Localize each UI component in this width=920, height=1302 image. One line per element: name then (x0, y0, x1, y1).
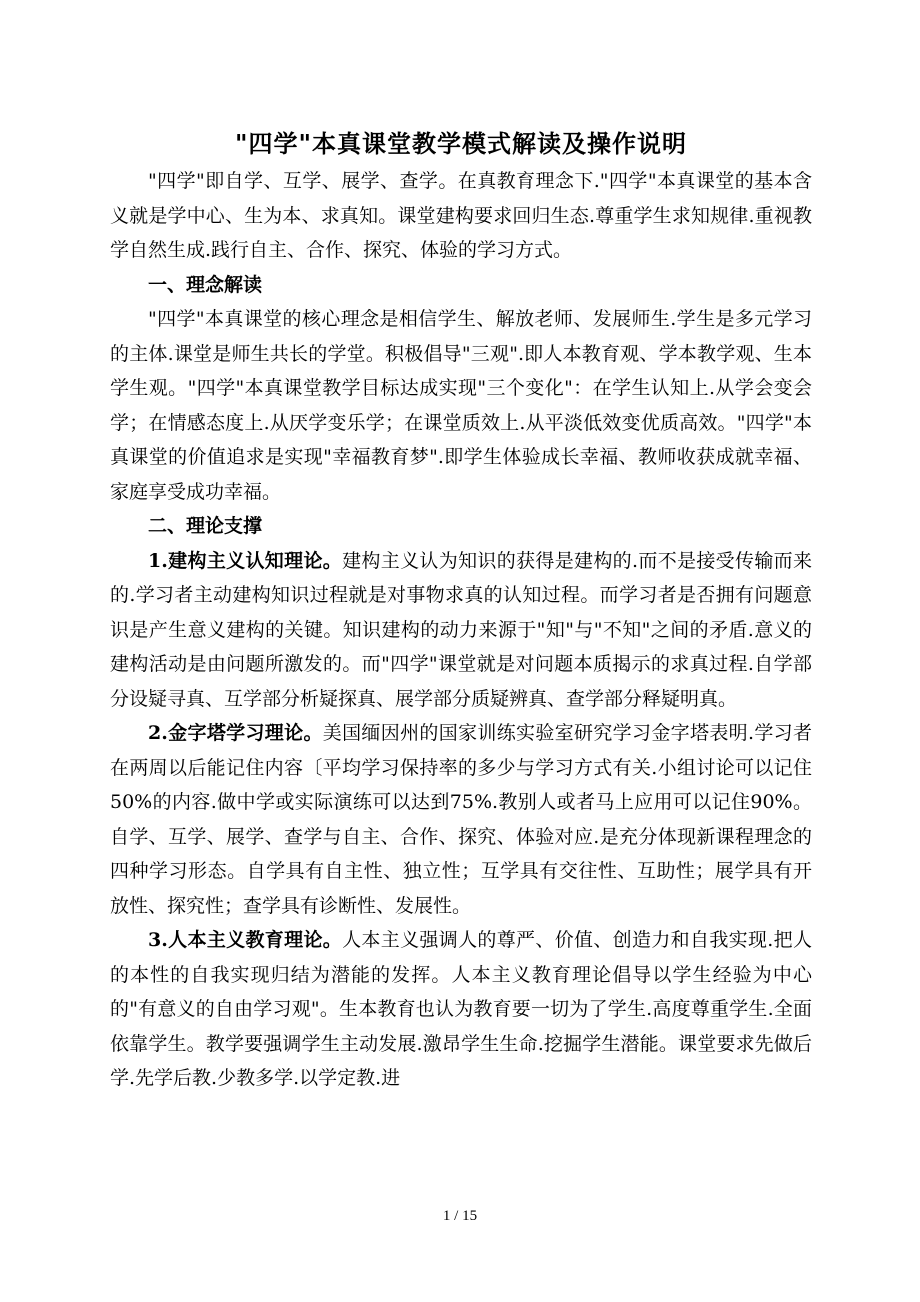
document-body (110, 124, 812, 1096)
page-title: "四学"本真课堂教学模式解读及操作说明 (234, 129, 687, 158)
theory-body-pyramid: 美国缅因州的国家训练实验室研究学习金字塔表明.学习者在两周以后能记住内容〔平均学习保持率的多少与学习方式有关.小组讨论可以记住50%的内容.做中学或实际演练可以达到75%.教别人或者马上应用可以记住90%。自学、互学、展学、查学与自主、合作、探究、体验对应.是充分体现新课程理念的四种学习形态。自学具有自主性、独立性；互学具有交往性、互助性；展学具有开放性、探究性；查学具有诊断性、发展性。 (110, 722, 812, 917)
theory-body-humanism: 人本主义强调人的尊严、价值、创造力和自我实现.把人的本性的自我实现归结为潜能的发挥。人本主义教育理论倡导以学生经验为中心的"有意义的自由学习观"。生本教育也认为教育要一切为了学生.高度尊重学生.全面依靠学生。教学要强调学生主动发展.激昂学生生命.挖掘学生潜能。课堂要求先做后学.先学后教.少教多学.以学定教.进 (110, 929, 812, 1089)
section-heading-theory: 二、理论支撑 (148, 515, 263, 537)
theory-paragraph-pyramid (110, 716, 812, 923)
theory-lead-pyramid: 2.金字塔学习理论。 (148, 722, 323, 744)
theory-body-constructivism: 建构主义认为知识的获得是建构的.而不是接受传输而来的.学习者主动建构知识过程就是对事物求真的认知过程。而学习者是否拥有问题意识是产生意义建构的关键。知识建构的动力来源于"知"与"不知"之间的矛盾.意义的建构活动是由问题所激发的。而"四学"课堂就是对问题本质揭示的求真过程.自学部分设疑寻真、互学部分析疑探真、展学部分质疑辨真、查学部分释疑明真。 (110, 549, 812, 710)
theory-lead-humanism: 3.人本主义教育理论。 (148, 929, 343, 951)
theory-paragraph-humanism (110, 923, 812, 1096)
page-number: 1 / 15 (442, 1208, 478, 1224)
section-heading-concept: 一、理念解读 (148, 273, 263, 296)
theory-paragraph-constructivism (110, 544, 812, 717)
theory-lead-constructivism: 1.建构主义认知理论。 (148, 549, 343, 572)
intro-paragraph: "四学"即自学、互学、展学、查学。在真教育理念下."四学"本真课堂的基本含义就是学中心、生为本、求真知。课堂建构要求回归生态.尊重学生求知规律.重视教学自然生成.践行自主、合作、探究、体验的学习方式。 (110, 170, 812, 261)
concept-paragraph: "四学"本真课堂的核心理念是相信学生、解放老师、发展师生.学生是多元学习的主体.课堂是师生共长的学堂。积极倡导"三观".即人本教育观、学本教学观、生本学生观。"四学"本真课堂教学目标达成实现"三个变化"：在学生认知上.从学会变会学；在情感态度上.从厌学变乐学；在课堂质效上.从平淡低效变优质高效。"四学"本真课堂的价值追求是实现"幸福教育梦".即学生体验成长幸福、教师收获成就幸福、家庭享受成功幸福。 (110, 308, 812, 503)
